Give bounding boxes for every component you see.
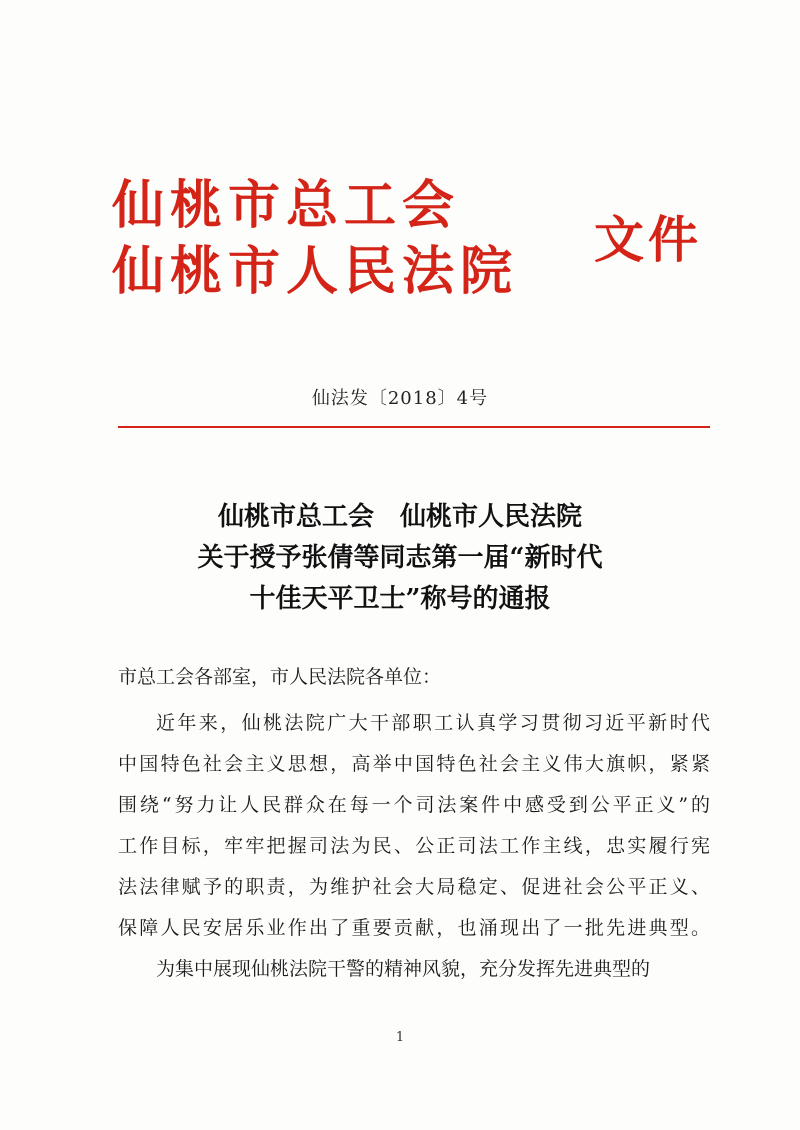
document-title-line-2: 关于授予张倩等同志第一届“新时代 [197, 543, 603, 573]
body-line: 近年来，仙桃法院广大干部职工认真学习贯彻习近平新时代 [156, 712, 710, 734]
body-line: 围绕“努力让人民群众在每一个司法案件中感受到公平正义”的 [118, 794, 710, 816]
body-line: 法法律赋予的职责，为维护社会大局稳定、促进社会公平正义、 [118, 876, 710, 898]
document-title-line-1: 仙桃市总工会 仙桃市人民法院 [217, 502, 582, 532]
issuer-document-suffix: 文件 [594, 210, 702, 269]
body-line: 工作目标，牢牢把握司法为民、公正司法工作主线，忠实履行宪 [118, 835, 710, 857]
issuer-header [112, 168, 712, 318]
issuer-name-union: 仙桃市总工会 [112, 175, 461, 236]
issuer-name-court: 仙桃市人民法院 [112, 241, 519, 302]
page-number: 1 [395, 1030, 405, 1045]
red-separator-rule [118, 426, 710, 428]
body-line: 中国特色社会主义思想，高举中国特色社会主义伟大旗帜，紧紧 [118, 753, 710, 775]
body-line: 为集中展现仙桃法院干警的精神风貌，充分发挥先进典型的 [156, 958, 651, 980]
body-line: 保障人民安居乐业作出了重要贡献，也涌现出了一批先进典型。 [118, 917, 710, 939]
salutation: 市总工会各部室，市人民法院各单位： [118, 666, 442, 688]
document-number: 仙法发〔2018〕4号 [311, 388, 489, 409]
document-title-line-3: 十佳天平卫士”称号的通报 [249, 584, 551, 614]
